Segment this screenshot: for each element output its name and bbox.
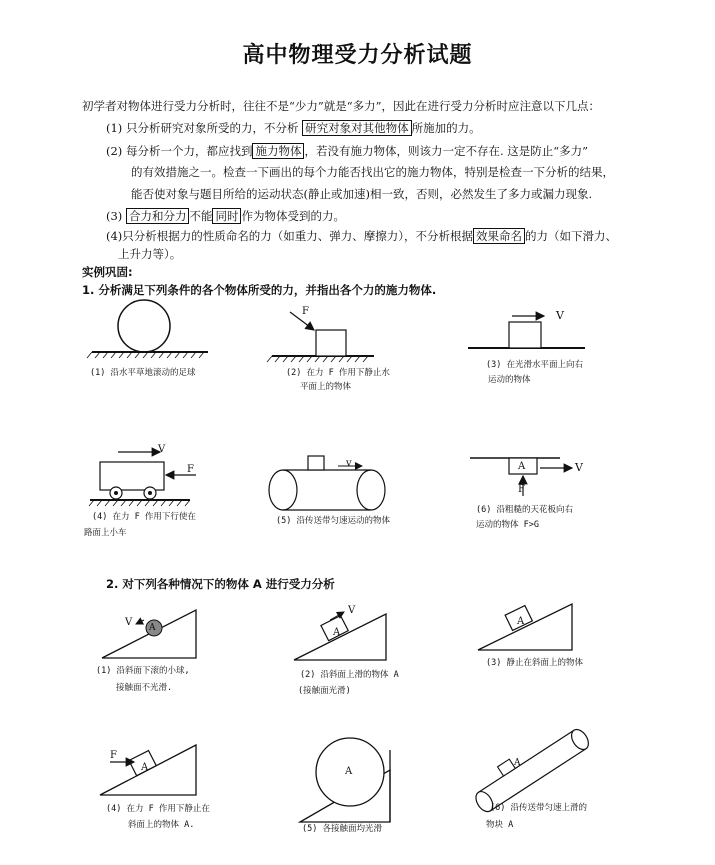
point-2-num: (2) [106,144,123,158]
fig1-football [87,300,208,358]
point-1-post: 所施加的力。 [411,121,481,135]
point-4-boxed: 效果命名 [473,228,525,244]
page-title: 高中物理受力分析试题 [242,43,473,68]
fig4-velocity-label: V [158,444,166,455]
point-4-post: 的力（如下滑力、 [525,229,618,243]
point-3-post: 作为物体受到的力。 [241,209,345,223]
point-3-mid: 不能 [189,209,213,223]
fig2-force-label: F [302,306,309,317]
point-4-num: (4) [106,229,123,243]
q2-caption-4b: 斜面上的物体 A. [128,820,195,830]
intro-text: 初学者对物体进行受力分析时，往往不是“少力”就是“多力”，因此在进行受力分析时应注意以下几点： [82,99,601,113]
q2-fig6-block-label: A [514,758,521,768]
point-1-pre: 只分析研究对象所受的力，不分析 [125,121,299,135]
q2-caption-4a: (4) 在力 F 作用下静止在 [106,804,210,814]
q1-caption-1: (1) 沿水平草地滚动的足球 [90,368,196,378]
q2-fig4-block-label: A [141,762,149,773]
q1-caption-6a: (6) 沿粗糙的天花板向右 [476,505,573,515]
point-4-pre: 只分析根据力的性质命名的力（如重力、弹力、摩擦力），不分析根据 [122,229,474,243]
q2-fig1-velocity-label: V [125,617,133,628]
fig4-force-label: F [187,464,194,475]
point-1-boxed: 研究对象对其他物体 [302,120,412,136]
point-2-line2: 的有效措施之一。检查一下画出的每个力能否找出它的施力物体，特别是检查一下分析的结果， [131,165,614,179]
q2-caption-5: (5) 各接触面均光滑 [302,824,382,834]
q1-caption-3b: 运动的物体 [488,375,531,385]
point-4-line2: 上升力等）。 [118,247,182,261]
q2-caption-3: (3) 静止在斜面上的物体 [486,658,583,668]
point-1-num: (1) [106,121,123,135]
q2-fig5-ball-label: A [345,766,353,777]
q1-caption-4b: 路面上小车 [84,528,127,538]
q2-fig1-ball-label: A [149,623,156,633]
point-2-pre: 每分析一个力，都应找到 [125,144,253,158]
q1-caption-5: (5) 沿传送带匀速运动的物体 [276,516,390,526]
point-3-num: (3) [106,209,123,223]
fig6-force-label: F [518,484,525,495]
point-3-boxed-1: 合力和分力 [126,208,190,224]
q2-caption-6b: 物块 A [486,820,514,830]
point-2-boxed: 施力物体 [252,143,304,159]
q1-caption-6b: 运动的物体 F>G [476,520,539,530]
fig5-conveyor [269,456,385,510]
q1-caption-2a: (2) 在力 F 作用下静止水 [286,368,390,378]
point-3-boxed-2: 同时 [212,208,241,224]
fig3-block-velocity [468,316,585,348]
point-2-line3: 能否使对象与题目所给的运动状态(静止或加速)相一致，否则，必然发生了多力或漏力现象. [131,187,593,201]
q2-caption-6a: (6) 沿传送带匀速上滑的 [490,803,587,813]
fig2-block-force [267,312,374,362]
q1-caption-2b: 平面上的物体 [300,382,352,392]
fig6-block-label: A [518,461,526,472]
q1-caption-3a: (3) 在光滑水平面上向右 [486,360,583,370]
point-2-post: ，若没有施力物体，则该力一定不存在. 这是防止“多力” [304,144,589,158]
fig6-velocity-label: V [575,461,583,474]
q2-caption-1b: 接触面不光滑. [116,683,173,693]
q2-fig3-block-label: A [517,616,525,627]
section-heading: 实例巩固: [82,265,133,279]
q2-caption-1a: (1) 沿斜面下滚的小球, [96,666,190,676]
q2-caption-2b: (接触面光滑) [298,686,351,696]
fig3-velocity-label: V [556,309,564,322]
q2-fig2-block-label: A [333,627,341,638]
fig5-velocity-label: v [346,458,352,469]
fig4-cart [89,452,196,506]
question-2: 2. 对下列各种情况下的物体 A 进行受力分析 [106,577,335,591]
q2-fig3-block-incline-static [478,604,572,650]
question-1: 1. 分析满足下列条件的各个物体所受的力，并指出各个力的施力物体. [82,283,437,297]
q2-fig2-velocity-label: V [348,605,356,616]
q2-fig5-ball-incline [300,738,390,822]
q2-fig4-force-label: F [110,750,117,761]
q1-caption-4a: (4) 在力 F 作用下行使在 [92,512,196,522]
q2-caption-2a: (2) 沿斜面上滑的物体 A [300,670,399,680]
